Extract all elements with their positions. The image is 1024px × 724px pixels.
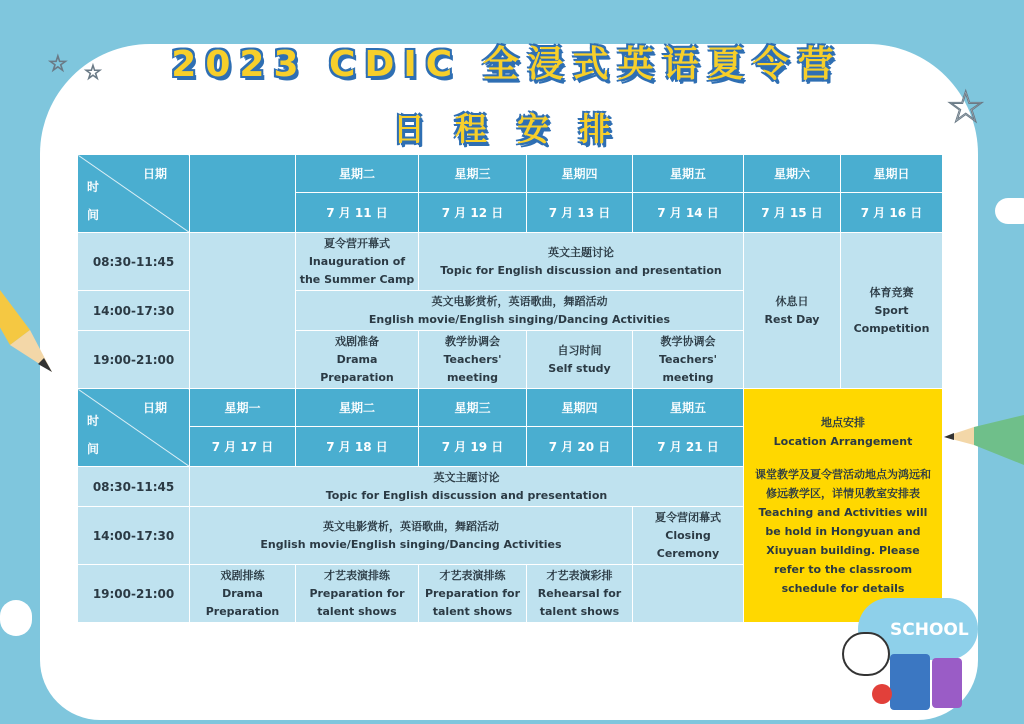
time-slot: 08:30-11:45	[78, 233, 190, 291]
activity-en: Drama Preparation	[320, 352, 394, 384]
activity-cn: 夏令营开幕式	[324, 236, 390, 250]
pencil-icon	[944, 405, 1024, 485]
date-header: 7 月 17 日	[190, 427, 296, 467]
activity-en: English movie/English singing/Dancing Activities	[368, 312, 671, 326]
header-corner	[78, 155, 190, 233]
apple-icon	[872, 684, 892, 704]
time-slot: 19:00-21:00	[78, 565, 190, 623]
activity-cell	[190, 565, 296, 623]
day-header: 星期四	[527, 389, 633, 427]
day-header: 星期六	[744, 155, 841, 193]
activity-en: Preparation for talent shows	[424, 586, 521, 618]
time-slot: 14:00-17:30	[78, 507, 190, 565]
activity-en: Inauguration of the Summer Camp	[299, 254, 415, 286]
time-slot: 08:30-11:45	[78, 467, 190, 507]
date-header: 7 月 21 日	[633, 427, 744, 467]
activity-cell	[633, 331, 744, 389]
activity-cn: 英文电影赏析，英语歌曲，舞蹈活动	[323, 519, 499, 533]
activity-cell	[527, 331, 633, 389]
header-corner	[78, 389, 190, 467]
location-arrangement	[744, 389, 943, 623]
activity-cn: 英文电影赏析，英语歌曲，舞蹈活动	[431, 294, 608, 308]
time-slot: 14:00-17:30	[78, 291, 190, 331]
activity-cell	[419, 331, 527, 389]
activity-cell	[296, 291, 744, 331]
activity-cn: 教学协调会	[660, 334, 716, 348]
time-slot: 19:00-21:00	[78, 331, 190, 389]
header-time-label: 时间	[86, 414, 99, 456]
page-subtitle: 日程安排	[392, 110, 641, 148]
activity-en: Teachers' meeting	[443, 352, 502, 384]
header-blank	[190, 155, 296, 233]
activity-cell	[296, 233, 419, 291]
activity-cell	[633, 507, 744, 565]
empty-cell	[633, 565, 744, 623]
activity-cell	[527, 565, 633, 623]
header-date-label: 日期	[142, 401, 167, 415]
star-icon: ☆	[946, 82, 986, 133]
activity-cell	[744, 233, 841, 389]
activity-en: Teachers' meeting	[658, 352, 718, 384]
activity-cell	[190, 507, 633, 565]
location-body-cn: 课堂教学及夏令营活动地点为鸿远和修远教学区，详情见教室安排表	[755, 468, 931, 500]
day-header: 星期五	[633, 389, 744, 427]
activity-cell	[419, 565, 527, 623]
date-header: 7 月 11 日	[296, 193, 419, 233]
empty-cell	[190, 233, 296, 389]
cloud-icon	[0, 600, 32, 636]
activity-cell	[296, 565, 419, 623]
activity-cn: 体育竞赛	[869, 285, 914, 299]
activity-cn: 英文主题讨论	[433, 470, 500, 484]
pencil-icon	[0, 290, 60, 380]
activity-en: Self study	[548, 361, 611, 375]
activity-cn: 夏令营闭幕式	[655, 510, 721, 524]
activity-cn: 自习时间	[557, 343, 602, 357]
day-header: 星期日	[841, 155, 943, 193]
activity-en: Closing Ceremony	[656, 528, 720, 560]
panda-icon	[842, 632, 890, 676]
activity-cell	[841, 233, 943, 389]
activity-en: Topic for English discussion and presentation	[440, 263, 722, 277]
activity-cn: 戏剧准备	[335, 334, 379, 348]
activity-cn: 戏剧排练	[220, 568, 265, 582]
location-title-en: Location Arrangement	[773, 435, 913, 448]
activity-cell	[190, 467, 744, 507]
day-header: 星期一	[190, 389, 296, 427]
schedule-table	[77, 154, 943, 623]
day-header: 星期五	[633, 155, 744, 193]
activity-en: English movie/English singing/Dancing Activities	[260, 537, 562, 551]
activity-en: Rest Day	[764, 312, 820, 326]
date-header: 7 月 20 日	[527, 427, 633, 467]
page-title: 2023 CDIC 全浸式英语夏令营	[171, 44, 843, 85]
date-header: 7 月 15 日	[744, 193, 841, 233]
date-header: 7 月 19 日	[419, 427, 527, 467]
day-header: 星期二	[296, 389, 419, 427]
day-header: 星期四	[527, 155, 633, 193]
activity-en: Sport Competition	[853, 303, 930, 335]
cloud-icon	[995, 198, 1024, 224]
date-header: 7 月 13 日	[527, 193, 633, 233]
activity-cell	[296, 331, 419, 389]
activity-en: Preparation for talent shows	[309, 586, 405, 618]
star-icon: ☆	[84, 60, 102, 84]
activity-cell	[419, 233, 744, 291]
school-sign: SCHOOL	[890, 620, 969, 640]
book-icon	[932, 658, 962, 708]
day-header: 星期二	[296, 155, 419, 193]
activity-en: Topic for English discussion and presentation	[325, 488, 608, 502]
date-header: 7 月 12 日	[419, 193, 527, 233]
activity-cn: 才艺表演彩排	[546, 568, 613, 582]
date-header: 7 月 16 日	[841, 193, 943, 233]
date-header: 7 月 14 日	[633, 193, 744, 233]
activity-cn: 教学协调会	[445, 334, 500, 348]
activity-cn: 英文主题讨论	[548, 245, 614, 259]
location-title-cn: 地点安排	[821, 416, 865, 429]
day-header: 星期三	[419, 155, 527, 193]
day-header: 星期三	[419, 389, 527, 427]
header-date-label: 日期	[142, 167, 167, 181]
activity-en: Rehearsal for talent shows	[537, 586, 622, 618]
star-icon: ☆	[48, 52, 68, 77]
location-body-en: Teaching and Activities will be hold in Hongyuan and Xiuyuan building. Please refer to the classroom schedule for details	[758, 506, 928, 595]
school-illustration	[838, 598, 988, 718]
header-time-label: 时间	[86, 180, 99, 222]
activity-cn: 才艺表演排练	[324, 568, 390, 582]
date-header: 7 月 18 日	[296, 427, 419, 467]
activity-cn: 休息日	[775, 294, 809, 308]
activity-en: Drama Preparation	[205, 586, 280, 618]
book-icon	[890, 654, 930, 710]
activity-cn: 才艺表演排练	[439, 568, 506, 582]
